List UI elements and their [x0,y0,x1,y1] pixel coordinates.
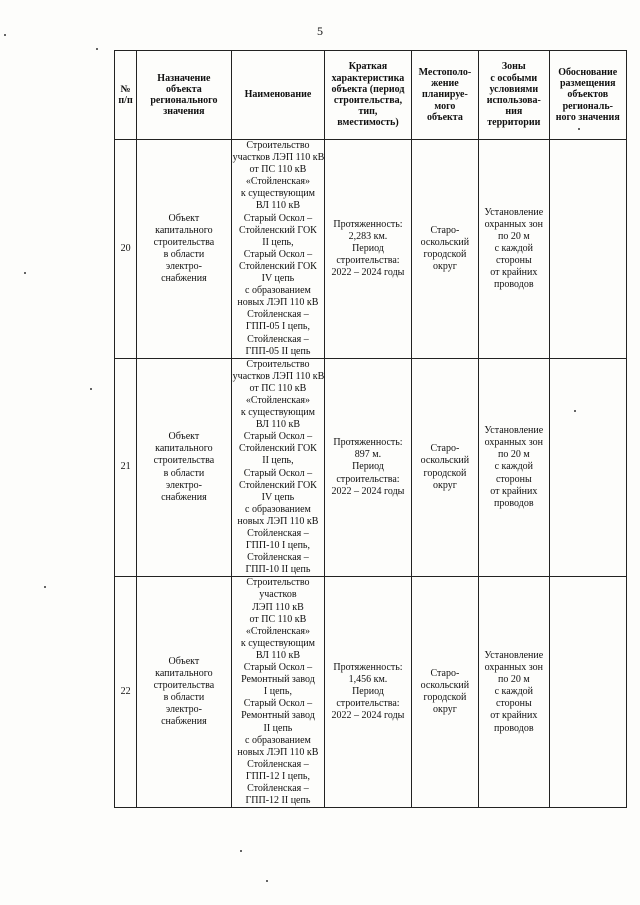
cell-line: 2022 – 2024 годы [331,485,405,497]
cell-line: от крайних [490,266,538,278]
cell-line: ГПП-12 II цепь [245,795,311,807]
cell-line: оскольский [420,236,470,248]
cell-line: «Стойленская» [245,176,310,188]
header-num [115,51,137,140]
cell-line: городской [423,248,467,260]
cell-line: от ПС 110 кВ [249,164,307,176]
cell-line: Протяженность: [333,662,403,674]
header-location [411,51,478,140]
row-purpose [137,577,232,808]
cell-line: снабжения [161,716,207,728]
cell-line: от крайних [490,710,538,722]
row-name [231,577,325,808]
cell-line: округ [433,260,457,272]
header-name [231,51,325,140]
cell-line: с особыми [490,72,538,84]
cell-line: стороны [495,698,532,710]
cell-line: по 20 м [497,449,530,461]
row-purpose [137,358,232,577]
cell-line: вместимость) [337,117,399,129]
cell-line: Зоны [501,61,526,73]
cell-line: ГПП-10 I цепь, [245,540,310,552]
cell-line: «Стойленская» [245,625,310,637]
cell-line: ного значения [555,111,620,123]
cell-line: охранных зон [484,662,543,674]
cell-line: ВЛ 110 кВ [255,649,301,661]
cell-line: Объект [168,212,200,224]
cell-line: 2022 – 2024 годы [331,710,405,722]
header-zones [479,51,549,140]
cell-line: Стойленский ГОК [239,479,317,491]
cell-line: Старо- [430,224,460,236]
header-purpose [137,51,232,140]
cell-line: Стойленская – [247,309,309,321]
cell-line: Ремонтный завод [241,710,315,722]
cell-line: в области [163,467,205,479]
cell-line: от ПС 110 кВ [249,613,307,625]
cell-line: Протяженность: [333,437,403,449]
row-brief [325,140,412,359]
page-number: 5 [317,24,323,38]
scan-speck [90,388,92,390]
scan-speck [574,410,576,412]
cell-line: Установление [484,206,544,218]
cell-line: строительства [153,455,215,467]
cell-line: территории [487,117,541,129]
cell-line: округ [433,479,457,491]
cell-line: от ПС 110 кВ [249,382,307,394]
cell-line: строительства: [336,254,400,266]
cell-line: электро- [165,704,202,716]
scan-speck [578,128,580,130]
cell-line: строительства: [336,473,400,485]
cell-line: объекта [427,111,463,123]
cell-line: капитального [155,224,213,236]
row-number: 22 [115,577,137,808]
cell-line: II цепь, [262,236,294,248]
cell-line: к существующим [240,637,315,649]
cell-line: 2,283 км. [348,230,388,242]
scan-speck [4,34,6,36]
cell-line: значения [163,106,205,118]
cell-line: ГПП-05 II цепь [245,345,311,357]
cell-line: Стойленская – [247,333,309,345]
cell-line: строительства [153,680,215,692]
row-location [411,358,478,577]
row-location [411,577,478,808]
cell-line: жение [431,78,459,90]
header-brief [325,51,412,140]
cell-line: условиями [489,83,539,95]
table-row [115,140,627,359]
row-name [231,358,325,577]
cell-line: Объект [168,655,200,667]
row-zones [479,577,549,808]
cell-line: регионального [150,95,218,106]
cell-line: ВЛ 110 кВ [255,200,301,212]
cell-line: снабжения [161,273,207,285]
scan-speck [240,850,242,852]
cell-line: к существующим [240,188,315,200]
cell-line: Объект [168,431,200,443]
cell-line: 1,456 км. [348,674,388,686]
cell-line: региональ- [562,100,613,112]
cell-line: стороны [495,254,532,266]
table-row [115,577,627,808]
scan-speck [266,880,268,882]
cell-line: участков ЛЭП 110 кВ [232,152,325,164]
cell-line: с образованием [245,503,311,515]
cell-line: с каждой [494,242,534,254]
row-name [231,140,325,359]
cell-line: Стойленский ГОК [239,224,317,236]
scan-speck [96,48,98,50]
cell-line: Стойленский ГОК [239,443,317,455]
cell-line: с образованием [245,734,311,746]
cell-line: Стойленская – [247,528,309,539]
cell-line: капитального [155,668,213,680]
cell-line: тип, [358,106,378,118]
cell-line: Старый Оскол – [243,431,313,443]
cell-line: Краткая [348,61,388,73]
cell-line: 2022 – 2024 годы [331,266,405,278]
cell-line: в области [163,692,205,704]
cell-line: объекта [165,83,202,95]
cell-line: охранных зон [484,437,543,449]
cell-line: Строительство [246,577,310,589]
cell-line: по 20 м [497,230,530,242]
cell-line: II цепь [263,722,293,734]
cell-line: характеристика [331,72,405,84]
cell-line: с образованием [245,285,311,297]
row-number: 21 [115,358,137,577]
cell-line: строительства, [333,95,403,106]
scan-speck [24,272,26,274]
cell-line: капитального [155,443,213,455]
cell-line: Строительство [246,140,310,151]
cell-line: объектов [567,89,609,101]
cell-line: ГПП-05 I цепь, [245,321,310,333]
cell-line: Период [352,461,384,473]
cell-line: Протяженность: [333,218,403,230]
cell-line: участков ЛЭП 110 кВ [232,370,325,382]
cell-line: ЛЭП 110 кВ [252,601,304,613]
cell-line: п/п [118,95,133,106]
cell-line: Установление [484,425,544,437]
table-row [115,358,627,577]
cell-line: «Стойленская» [245,394,310,406]
cell-line: проводов [494,497,534,509]
cell-line: Стойленская – [247,758,309,770]
cell-line: ГПП-10 II цепь [245,564,311,576]
cell-line: проводов [494,722,534,734]
cell-line: с каждой [494,461,534,473]
cell-line: в области [163,248,205,260]
row-zones [479,140,549,359]
cell-line: планируе- [422,89,468,101]
cell-line: объекта (период [331,83,405,95]
row-zones [479,358,549,577]
cell-line: Старо- [430,443,460,455]
cell-line: оскольский [420,680,470,692]
header-justification [549,51,626,140]
cell-line: от крайних [490,485,538,497]
row-location [411,140,478,359]
cell-line: участков [259,589,297,601]
cell-line: городской [423,692,467,704]
cell-line: Старый Оскол – [243,248,313,260]
cell-line: электро- [165,479,202,491]
cell-line: Обоснование [558,66,618,78]
cell-line: Период [352,242,384,254]
cell-line: новых ЛЭП 110 кВ [237,297,319,309]
cell-line: 897 м. [354,449,382,461]
cell-line: оскольский [420,455,470,467]
cell-line: стороны [495,473,532,485]
cell-line: Ремонтный завод [241,674,315,686]
cell-line: Стойленская – [247,782,309,794]
cell-line: Строительство [246,358,310,370]
cell-line: Стойленский ГОК [239,260,317,272]
cell-line: II цепь, [262,455,294,467]
cell-line: Наименование [244,89,312,101]
row-justification [549,358,626,577]
cell-line: Старый Оскол – [243,467,313,479]
cell-line: Назначение [157,72,211,84]
cell-line: Старый Оскол – [243,698,313,710]
cell-line: строительства: [336,698,400,710]
row-brief [325,577,412,808]
scan-speck [44,586,46,588]
row-purpose [137,140,232,359]
cell-line: с каждой [494,686,534,698]
cell-line: строительства [153,236,215,248]
cell-line: охранных зон [484,218,543,230]
cell-line: мого [434,100,456,112]
row-justification [549,577,626,808]
cell-line: электро- [165,260,202,272]
row-brief [325,358,412,577]
row-justification [549,140,626,359]
cell-line: Старо- [430,668,460,680]
cell-line: Период [352,686,384,698]
cell-line: новых ЛЭП 110 кВ [237,746,319,758]
cell-line: Старый Оскол – [243,662,313,674]
regional-objects-table [114,50,627,808]
cell-line: по 20 м [497,674,530,686]
cell-line: IV цепь [261,273,295,285]
cell-line: проводов [494,279,534,291]
cell-line: Старый Оскол – [243,212,313,224]
cell-line: снабжения [161,491,207,503]
cell-line: I цепь, [263,686,292,698]
cell-line: № [120,83,131,95]
cell-line: Стойленская – [247,552,309,564]
cell-line: округ [433,704,457,716]
cell-line: ВЛ 110 кВ [255,419,301,431]
cell-line: Установление [484,649,544,661]
cell-line: ГПП-12 I цепь, [245,770,310,782]
cell-line: ния [505,106,523,118]
cell-line: использова- [486,95,541,106]
row-number: 20 [115,140,137,359]
cell-line: городской [423,467,467,479]
table-header-row [115,51,627,140]
cell-line: размещения [560,78,616,90]
cell-line: к существующим [240,407,315,419]
cell-line: IV цепь [261,491,295,503]
cell-line: новых ЛЭП 110 кВ [237,515,319,527]
cell-line: Местополо- [418,66,472,78]
